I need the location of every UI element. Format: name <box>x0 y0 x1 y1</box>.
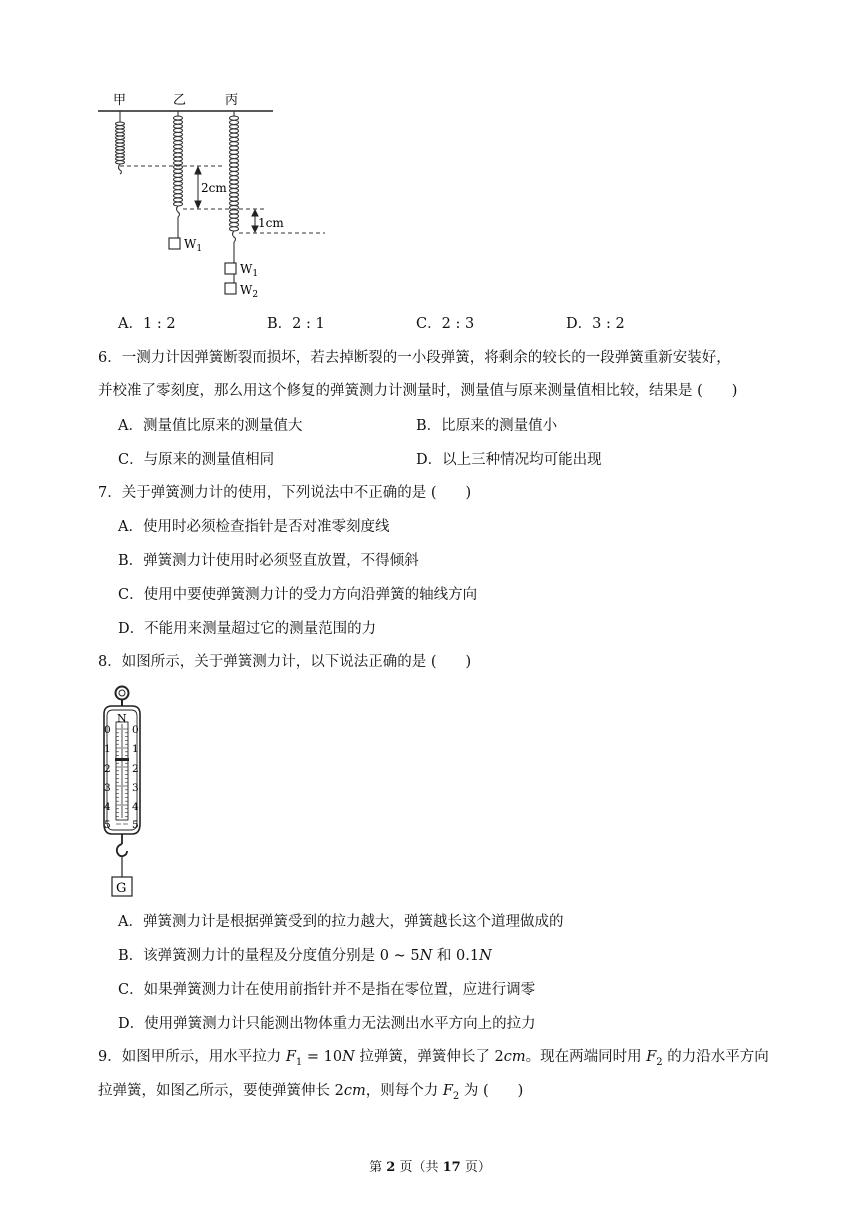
scale-hook <box>117 844 127 856</box>
w1-label-bing: $W_1$ <box>240 262 259 279</box>
svg-text:4: 4 <box>132 801 139 813</box>
scale-unit: N <box>117 712 127 725</box>
svg-text:0: 0 <box>104 724 111 736</box>
dim-1cm-label: 1cm <box>258 216 284 230</box>
q9-stem-line1: 9．如图甲所示，用水平拉力 $F_1 = 10N$ 拉弹簧，弹簧伸长了 2cm。现在两端同时用 $F_2$ 的力沿水平方向 <box>98 1049 769 1068</box>
svg-text:1: 1 <box>132 743 139 755</box>
w1-label-yi: $W_1$ <box>184 237 203 254</box>
weight-label: G <box>116 881 127 896</box>
svg-text:3: 3 <box>132 782 139 794</box>
svg-text:2: 2 <box>104 763 111 775</box>
q6-option-c[interactable]: C．与原来的测量值相同 <box>118 452 275 468</box>
svg-text:0: 0 <box>132 724 139 736</box>
q6-option-b[interactable]: B．比原来的测量值小 <box>416 418 558 434</box>
q6-stem-line2: 并校准了零刻度，那么用这个修复的弹簧测力计测量时，测量值与原来测量值相比较，结果是 ( ) <box>98 383 738 399</box>
q5-option-b[interactable]: B．2 : 1 <box>267 316 325 332</box>
label-bing: 丙 <box>225 93 239 108</box>
spring-jia <box>116 111 125 174</box>
springs-figure <box>95 86 325 300</box>
q5-option-c[interactable]: C．2 : 3 <box>416 316 475 332</box>
spring-yi <box>169 111 183 249</box>
spring-scale-figure <box>96 684 156 900</box>
svg-text:5: 5 <box>132 819 139 831</box>
q9-stem-line2: 拉弹簧，如图乙所示，要使弹簧伸长 2cm，则每个力 $F_2$ 为 ( ) <box>98 1083 524 1102</box>
q7-option-c[interactable]: C．使用中要使弹簧测力计的受力方向沿弹簧的轴线方向 <box>118 587 478 603</box>
svg-text:1: 1 <box>104 743 111 755</box>
q6-option-a[interactable]: A．测量值比原来的测量值大 <box>118 418 303 434</box>
q8-option-d[interactable]: D．使用弹簧测力计只能测出物体重力无法测出水平方向上的拉力 <box>118 1016 536 1032</box>
scale-ring <box>116 687 129 700</box>
q7-option-a[interactable]: A．使用时必须检查指针是否对准零刻度线 <box>118 519 390 535</box>
svg-text:2: 2 <box>132 763 139 775</box>
svg-text:4: 4 <box>104 801 111 813</box>
q7-stem: 7．关于弹簧测力计的使用，下列说法中不正确的是 ( ) <box>98 485 472 501</box>
q6-stem-line1: 6．一测力计因弹簧断裂而损坏，若去掉断裂的一小段弹簧，将剩余的较长的一段弹簧重新安装好， <box>98 350 731 366</box>
q5-option-d[interactable]: D．3 : 2 <box>566 316 625 332</box>
q8-option-a[interactable]: A．弹簧测力计是根据弹簧受到的拉力越大，弹簧越长这个道理做成的 <box>118 914 564 930</box>
label-yi: 乙 <box>173 93 187 108</box>
page-footer: 第 2 页（共 17 页） <box>369 1160 491 1175</box>
svg-text:3: 3 <box>104 782 111 794</box>
q8-option-b[interactable]: B．该弹簧测力计的量程及分度值分别是 0 ~ 5N 和 0.1N <box>118 948 492 964</box>
q5-option-a[interactable]: A．1 : 2 <box>118 316 176 332</box>
label-jia: 甲 <box>113 93 127 108</box>
svg-text:5: 5 <box>104 819 111 831</box>
q7-option-b[interactable]: B．弹簧测力计使用时必须竖直放置，不得倾斜 <box>118 553 419 569</box>
q8-option-c[interactable]: C．如果弹簧测力计在使用前指针并不是指在零位置，应进行调零 <box>118 982 536 998</box>
q8-stem: 8．如图所示，关于弹簧测力计，以下说法正确的是 ( ) <box>98 654 472 670</box>
spring-bing <box>225 111 239 294</box>
w2-label-bing: $W_2$ <box>240 283 259 300</box>
dim-2cm-label: 2cm <box>201 181 227 195</box>
q7-option-d[interactable]: D．不能用来测量超过它的测量范围的力 <box>118 621 377 637</box>
q6-option-d[interactable]: D．以上三种情况均可能出现 <box>416 452 602 468</box>
